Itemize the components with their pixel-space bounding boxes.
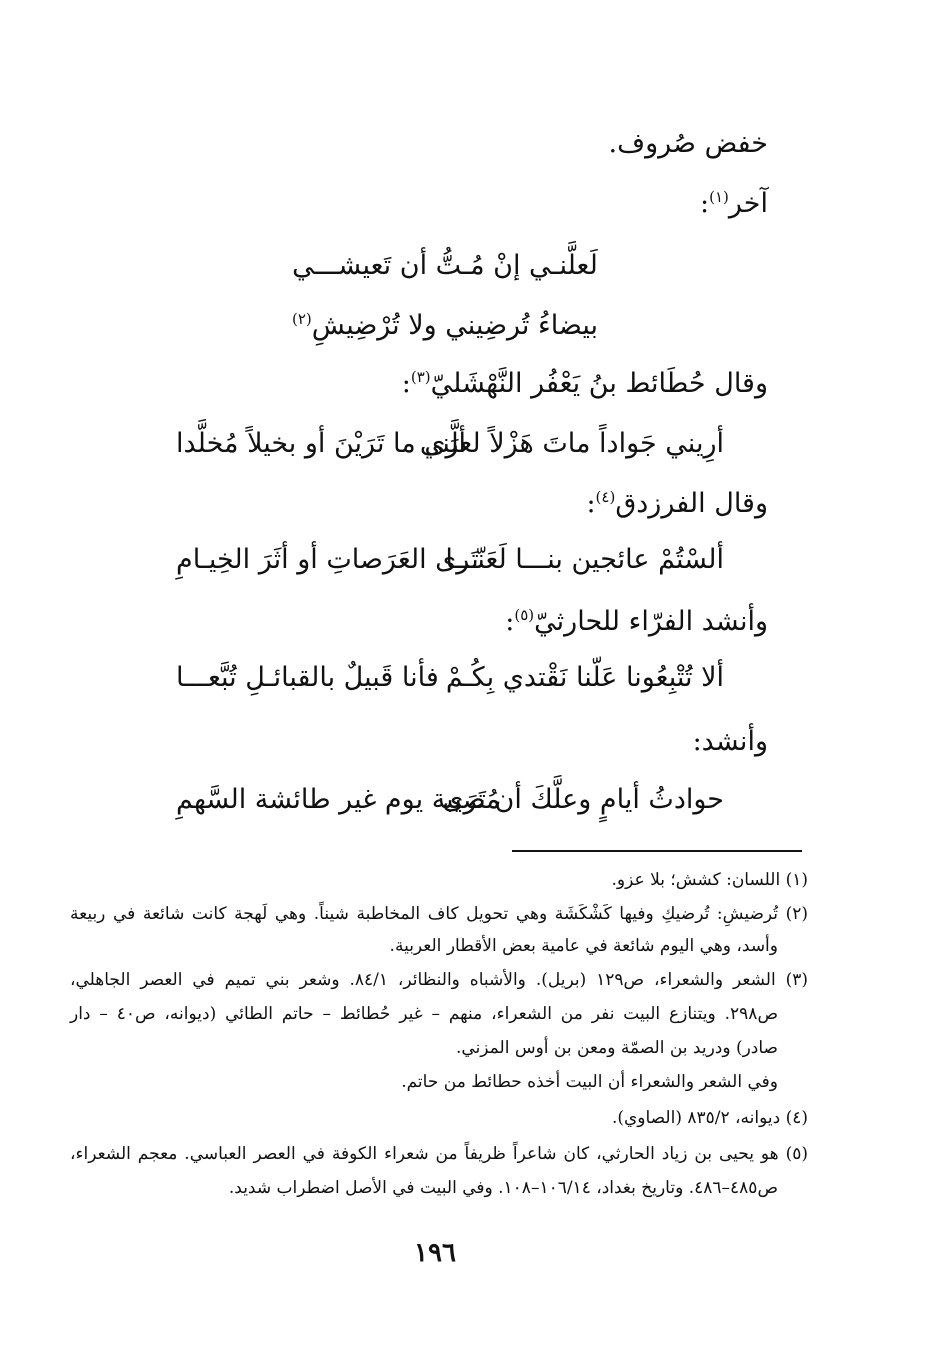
prose-line-another: [700, 188, 768, 219]
footnote-ref: (٥): [514, 606, 535, 624]
verse-text: أرِيني جَواداً ماتَ هَزْلاً لعلَّني: [419, 428, 724, 459]
verse-hemistich-left-3: [176, 662, 439, 693]
verse-text: مُصيبة يوم غير طائشة السَّهمِ: [176, 784, 501, 815]
footnote-5-line-1: (٥) هو يحيى بن زياد الحارثي، كان شاعراً ظريفاً من شعراء الكوفة في العصر العباسي. معجم الشعراء،: [70, 1144, 808, 1164]
verse-line-2: [0, 310, 890, 341]
prose-text: وأنشد:: [692, 726, 768, 757]
verse-hemistich-left-2: [176, 544, 479, 575]
verse-text: تَرى العَرَصاتِ أو أثَرَ الخِيـامِ: [176, 544, 479, 575]
verse-line-1: [0, 250, 890, 281]
footnote-ref: (٤): [595, 488, 616, 506]
verse-text: لَعلَّنـي إنْ مُـتُّ أن تَعيشـــي: [292, 250, 598, 281]
footnote-5-line-2: ص٤٨٥–٤٨٦. وتاريخ بغداد، ١٠٦/١٤–١٠٨. وفي البيت في الأصل اضطراب شديد.: [228, 1178, 778, 1198]
prose-text: خفض صُروف.: [608, 128, 768, 159]
prose-text: وقال الفرزدق: [615, 488, 768, 519]
footnote-3-line-3: صادر) ودريد بن الصمّة ومعن بن أوس المزني.: [456, 1038, 778, 1058]
footnote-3-line-2: ص٢٩٨. ويتنازع البيت نفر من الشعراء، منهم – غير حُطائط – حاتم الطائي (ديوانه، ص٤٠ – دار: [70, 1004, 778, 1024]
colon: :: [505, 606, 515, 637]
footnote-3-line-1: (٣) الشعر والشعراء، ص١٢٩ (بريل). والأشباه والنظائر، ٨٤/١. وشعر بني تميم في العصر الجاهلي،: [70, 970, 809, 990]
prose-text: آخر: [728, 188, 768, 219]
colon: :: [586, 488, 596, 519]
page-number: ١٩٦: [414, 1238, 456, 1268]
footnote-2-line-1: (٢) تُرضيشِ: تُرضيكِ وفيها كَشْكَشَة وهي تحويل كاف المخاطبة شيناً. وهي لَهجة كانت شائعة في ربيعة: [70, 904, 808, 924]
prose-line-farra: [505, 606, 768, 637]
verse-hemistich-left-1: [176, 428, 466, 459]
verse-hemistich-left-4: [176, 784, 500, 815]
prose-line-anshad: [693, 726, 768, 757]
footnote-3-line-4: وفي الشعر والشعراء أن البيت أخذه حطائط من حاتم.: [401, 1072, 778, 1092]
prose-text: وقال حُطَائط بنُ يَعْفُر النَّهْشَليّ: [430, 368, 768, 399]
colon: :: [401, 368, 411, 399]
footnote-4: (٤) ديوانه، ٨٣٥/٢ (الصاوي).: [611, 1108, 808, 1128]
prose-line-farazdaq: [586, 488, 768, 519]
verse-hemistich-right-2: [445, 544, 724, 575]
prose-line-continuation: [609, 128, 768, 159]
colon: :: [700, 188, 710, 219]
verse-text: بيضاءُ تُرضِيني ولا تُرْضِيشِ: [311, 310, 598, 341]
verse-text: فأنا قَبيلٌ بالقبائـلِ تُبَّعـــا: [176, 662, 439, 693]
verse-text: أرَى ما تَرَيْنَ أو بخيلاً مُخلَّدا: [176, 428, 466, 459]
footnote-ref: (٢): [291, 310, 312, 328]
prose-line-hutaait: [402, 368, 768, 399]
verse-text: ألسْتُمْ عائجين بنـــا لَعَنّـــا: [445, 544, 724, 575]
verse-text: حوادثُ أيامٍ وعلَّكَ أن تَرَى: [442, 784, 724, 815]
prose-text: وأنشد الفرّاء للحارثيّ: [534, 606, 768, 637]
footnote-separator: [512, 850, 802, 852]
footnote-1: (١) اللسان: كشش؛ بلا عزو.: [611, 870, 808, 890]
footnote-ref: (١): [709, 188, 729, 206]
verse-text: ألا تُتْبِعُونا عَلّنا نَقْتدي بِكُـمْ: [445, 662, 724, 693]
verse-hemistich-right-3: [446, 662, 724, 693]
footnote-ref: (٣): [410, 368, 431, 386]
footnote-2-line-2: وأسد، وهي اليوم شائعة في عامية بعض الأقطار العربية.: [389, 936, 778, 956]
